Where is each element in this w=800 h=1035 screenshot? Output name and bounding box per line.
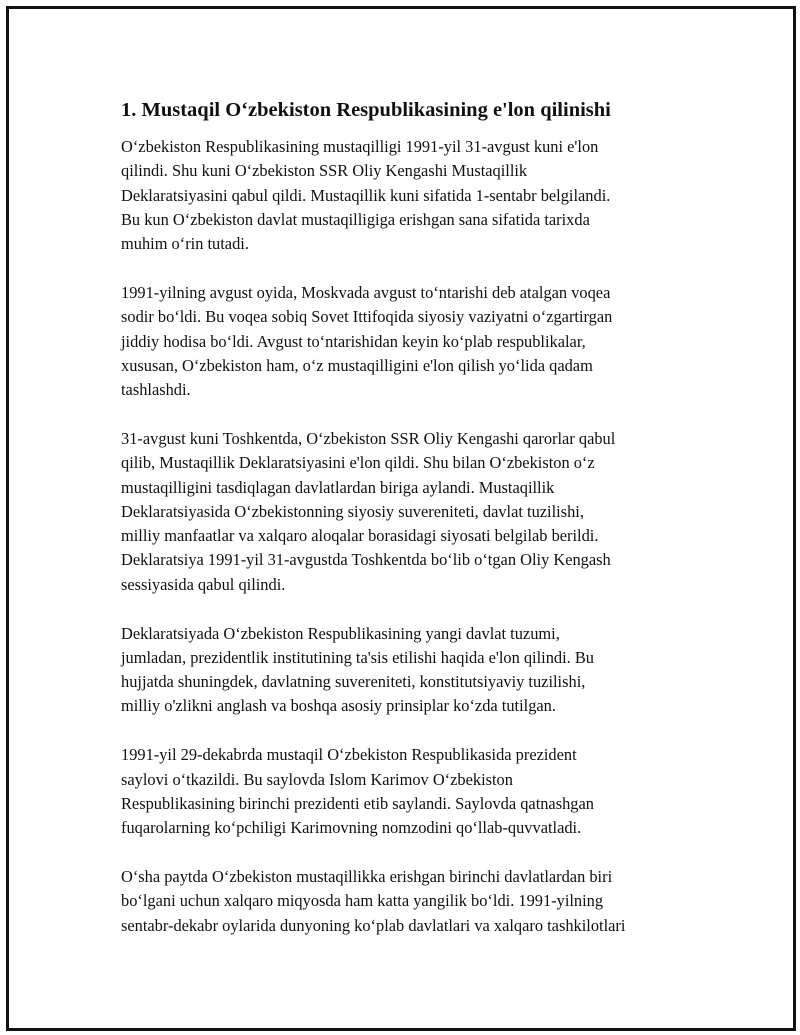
- text-line: hujjatda shuningdek, davlatning suvereniteti, konstitutsiyaviy tuzilishi,: [121, 672, 586, 692]
- text-line: 1991-yil 29-dekabrda mustaqil O‘zbekiston Respublikasida prezident: [121, 745, 577, 765]
- text-line: muhim o‘rin tutadi.: [121, 234, 249, 254]
- text-line: bo‘lgani uchun xalqaro miqyosda ham katta yangilik bo‘ldi. 1991-yilning: [121, 891, 604, 911]
- paragraph: [121, 622, 701, 719]
- text-line: 31-avgust kuni Toshkentda, O‘zbekiston SSR Oliy Kengashi qarorlar qabul: [121, 428, 616, 448]
- paragraph: [121, 281, 701, 402]
- text-line: 1991-yilning avgust oyida, Moskvada avgust to‘ntarishi deb atalgan voqea: [121, 282, 611, 302]
- paragraph: [121, 427, 701, 597]
- text-line: Respublikasining birinchi prezidenti etib saylandi. Saylovda qatnashgan: [121, 793, 594, 813]
- text-line: tashlashdi.: [121, 380, 191, 400]
- paragraph: [121, 135, 701, 256]
- text-line: fuqarolarning ko‘pchiligi Karimovning nomzodini qo‘llab-quvvatladi.: [121, 818, 582, 838]
- text-line: Deklaratsiyada O‘zbekiston Respublikasining yangi davlat tuzumi,: [121, 623, 560, 643]
- text-line: Bu kun O‘zbekiston davlat mustaqilligiga erishgan sana sifatida tarixda: [121, 209, 590, 229]
- text-line: O‘sha paytda O‘zbekiston mustaqillikka erishgan birinchi davlatlardan biri: [121, 866, 613, 886]
- text-line: sodir bo‘ldi. Bu voqea sobiq Sovet Ittifoqida siyosiy vaziyatni o‘zgartirgan: [121, 307, 613, 327]
- document-title: 1. Mustaqil O‘zbekiston Respublikasining e'lon qilinishi: [121, 99, 611, 121]
- text-line: xususan, O‘zbekiston ham, o‘z mustaqilligini e'lon qilish yo‘lida qadam: [121, 355, 593, 375]
- text-line: saylovi o‘tkazildi. Bu saylovda Islom Karimov O‘zbekiston: [121, 769, 513, 789]
- page-frame: [6, 6, 796, 1031]
- text-line: qilindi. Shu kuni O‘zbekiston SSR Oliy Kengashi Mustaqillik: [121, 161, 528, 181]
- text-line: Deklaratsiyasini qabul qildi. Mustaqillik kuni sifatida 1-sentabr belgilandi.: [121, 185, 611, 205]
- text-line: jumladan, prezidentlik institutining ta'sis etilishi haqida e'lon qilindi. Bu: [121, 647, 594, 667]
- text-line: O‘zbekiston Respublikasining mustaqilligi 1991-yil 31-avgust kuni e'lon: [121, 137, 599, 156]
- paragraph: [121, 865, 701, 938]
- text-line: milliy manfaatlar va xalqaro aloqalar borasidagi siyosati belgilab berildi.: [121, 526, 599, 546]
- text-line: milliy o'zlikni anglash va boshqa asosiy prinsiplar ko‘zda tutilgan.: [121, 696, 556, 716]
- text-line: mustaqilligini tasdiqlagan davlatlardan biriga aylandi. Mustaqillik: [121, 477, 555, 497]
- text-line: sessiyasida qabul qilindi.: [121, 574, 286, 594]
- text-line: sentabr-dekabr oylarida dunyoning ko‘plab davlatlari va xalqaro tashkilotlari: [121, 915, 626, 935]
- text-line: Deklaratsiyasida O‘zbekistonning siyosiy suvereniteti, davlat tuzilishi,: [121, 501, 584, 521]
- text-line: jiddiy hodisa bo‘ldi. Avgust to‘ntarishidan keyin ko‘plab respublikalar,: [121, 331, 586, 351]
- text-line: qilib, Mustaqillik Deklaratsiyasini e'lon qildi. Shu bilan O‘zbekiston o‘z: [121, 453, 595, 473]
- text-line: Deklaratsiya 1991-yil 31-avgustda Toshkentda bo‘lib o‘tgan Oliy Kengash: [121, 550, 611, 570]
- document-body: [121, 97, 701, 962]
- paragraph: [121, 743, 701, 840]
